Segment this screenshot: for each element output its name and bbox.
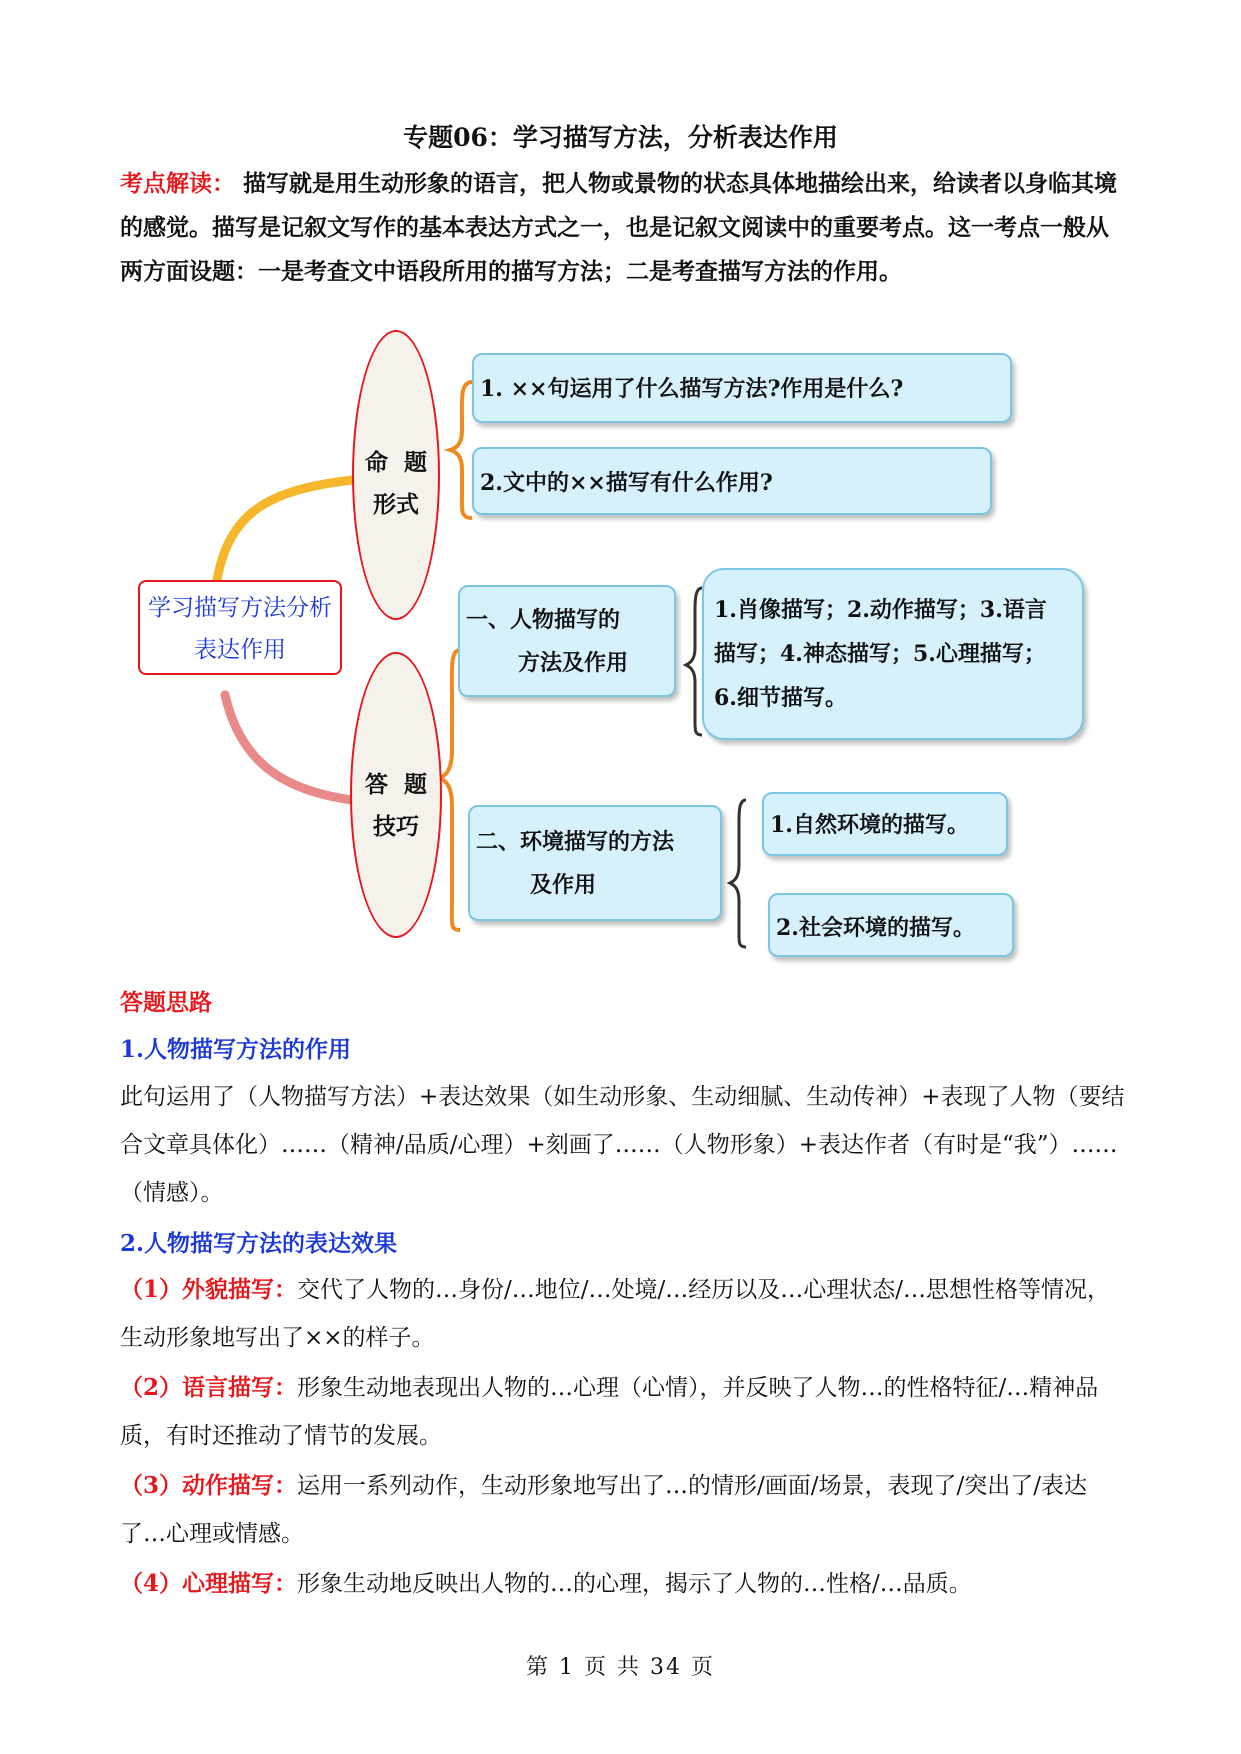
branch1-ellipse bbox=[352, 330, 440, 620]
intro-text: 描写就是用生动形象的语言，把人物或景物的状态具体地描绘出来，给读者以身临其境的感觉。描写是记叙文写作的基本表达方式之一，也是记叙文阅读中的重要考点。这一考点一般从两方面设题：一是考查文中语段所用的描写方法；二是考查描写方法的作用。 bbox=[120, 170, 1118, 285]
branch2-label-2: 技巧 bbox=[373, 813, 419, 840]
brace-sub2 bbox=[730, 800, 746, 947]
branch1-item-2: 2.文中的××描写有什么作用? bbox=[472, 447, 992, 515]
section-heading: 答题思路 bbox=[120, 989, 212, 1016]
root-line-1: 学习描写方法分析 bbox=[148, 595, 332, 621]
sub1-detail-2: 描写；4.神态描写；5.心理描写； bbox=[714, 641, 1046, 667]
page-footer: 第 1 页 共 34 页 bbox=[526, 1655, 715, 1680]
connector-to-branch1 bbox=[215, 480, 352, 593]
effect-item-4-text: 形象生动地反映出人物的…的心理，揭示了人物的…性格/…品质。 bbox=[297, 1571, 972, 1597]
root-line-2: 表达作用 bbox=[194, 637, 286, 663]
intro-label: 考点解读： bbox=[120, 170, 235, 197]
effect-item-3-label: （3）动作描写： bbox=[120, 1472, 298, 1499]
brace-branch1 bbox=[450, 382, 472, 518]
sub2-label-1: 二、环境描写的方法 bbox=[476, 829, 675, 855]
sub2-label-2: 及作用 bbox=[530, 872, 597, 898]
effect-item-1 bbox=[120, 1266, 1130, 1362]
branch2-ellipse bbox=[350, 652, 442, 938]
s2-heading: 2.人物描写方法的表达效果 bbox=[120, 1230, 398, 1257]
effect-item-3-text: 运用一系列动作，生动形象地写出了…的情形/画面/场景，表现了/突出了/表达了…心理或情感。 bbox=[120, 1473, 1088, 1547]
effect-item-2 bbox=[120, 1364, 1130, 1460]
effect-item-1-text: 交代了人物的…身份/…地位/…处境/…经历以及…心理状态/…思想性格等情况，生动形象地写出了××的样子。 bbox=[120, 1277, 1111, 1351]
sub1-detail-box bbox=[702, 568, 1084, 740]
s1-text: 此句运用了（人物描写方法）+表达效果（如生动形象、生动细腻、生动传神）+表现了人物（要结合文章具体化）……（精神/品质/心理）+刻画了……（人物形象）+表达作者（有时是“我”）……（情感）。 bbox=[120, 1084, 1125, 1206]
branch1-label-2: 形式 bbox=[373, 491, 419, 518]
effect-item-1-label: （1）外貌描写： bbox=[120, 1276, 298, 1303]
branch2-label-1: 答 题 bbox=[364, 771, 427, 798]
s1-heading: 1.人物描写方法的作用 bbox=[120, 1036, 352, 1063]
sub1-label-2: 方法及作用 bbox=[518, 650, 629, 676]
effect-item-4 bbox=[120, 1560, 1130, 1608]
branch1-item-1: 1. ××句运用了什么描写方法?作用是什么? bbox=[472, 353, 1012, 423]
sub2-item-1: 1.自然环境的描写。 bbox=[762, 792, 1008, 856]
sub1-detail-3: 6.细节描写。 bbox=[714, 685, 847, 711]
brace-sub1 bbox=[686, 588, 702, 735]
sub1-box bbox=[458, 585, 676, 697]
mind-map bbox=[0, 330, 1241, 970]
effect-item-3 bbox=[120, 1462, 1130, 1558]
sub1-label-1: 一、人物描写的 bbox=[466, 607, 621, 633]
page-title: 专题06：学习描写方法，分析表达作用 bbox=[403, 123, 838, 152]
sub2-item-2: 2.社会环境的描写。 bbox=[768, 893, 1014, 957]
effect-item-2-text: 形象生动地表现出人物的…心理（心情），并反映了人物…的性格特征/…精神品质，有时还推动了情节的发展。 bbox=[120, 1375, 1099, 1449]
branch1-label-1: 命 题 bbox=[364, 449, 427, 476]
sub1-detail-1: 1.肖像描写；2.动作描写；3.语言 bbox=[714, 597, 1047, 623]
connector-to-branch2 bbox=[225, 695, 352, 800]
brace-branch2 bbox=[440, 650, 460, 930]
effect-item-2-label: （2）语言描写： bbox=[120, 1374, 298, 1401]
effect-item-4-label: （4）心理描写： bbox=[120, 1570, 298, 1597]
intro-paragraph bbox=[120, 162, 1130, 294]
mind-map-root bbox=[138, 580, 342, 675]
sub2-box bbox=[468, 805, 722, 921]
